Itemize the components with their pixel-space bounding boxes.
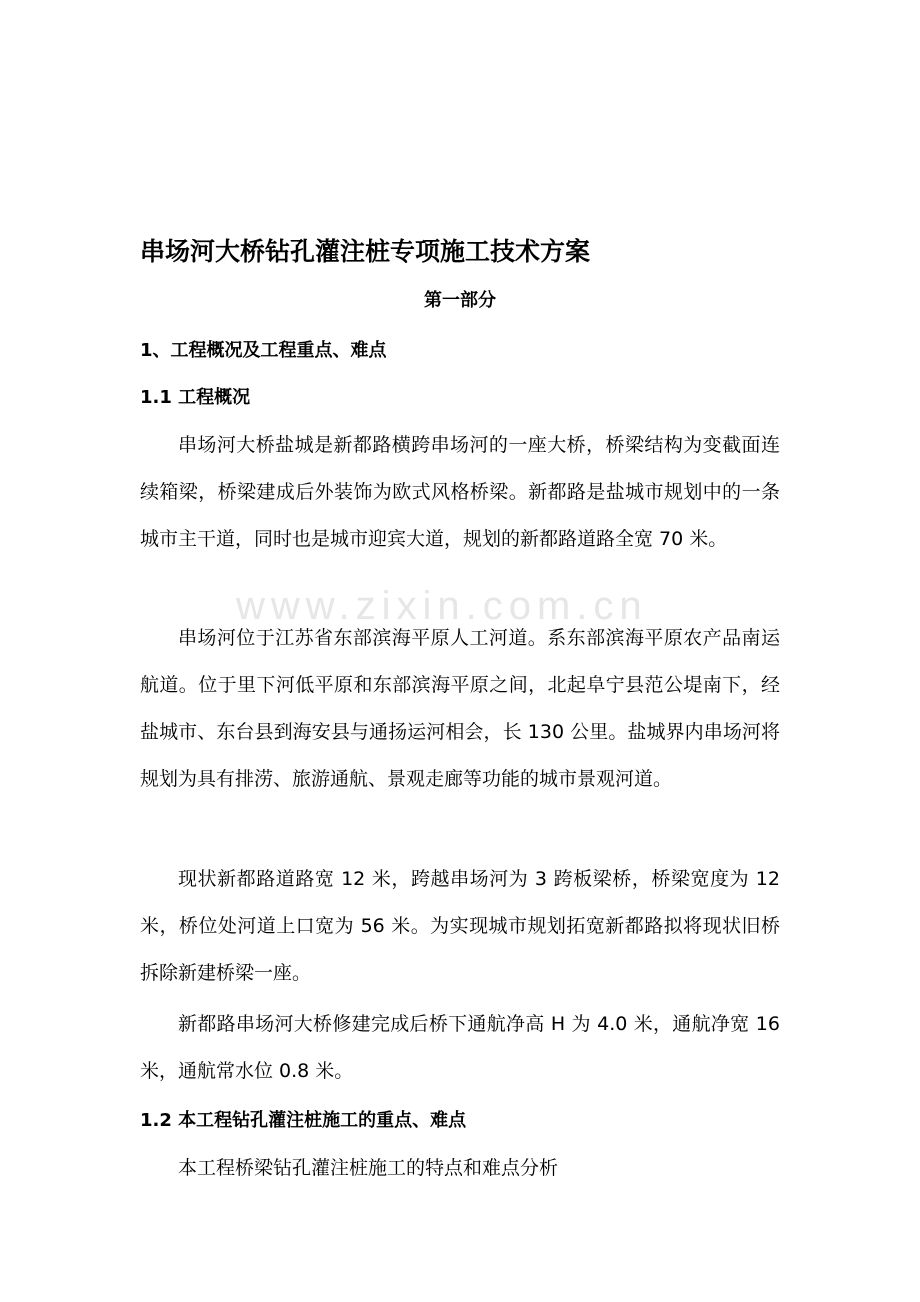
watermark: www.zixin.com.cn [236,584,648,628]
paragraph-overview-3: 现状新都路道路宽 12 米，跨越串场河为 3 跨板梁桥，桥梁宽度为 12 米，桥位处河道上口宽为 56 米。为实现城市规划拓宽新都路拟将现状旧桥拆除新建桥梁一座。 [140,868,780,984]
section-heading-1-2: 1.2 本工程钻孔灌注桩施工的重点、难点 [140,1110,467,1131]
paragraph-overview-2: 串场河位于江苏省东部滨海平原人工河道。系东部滨海平原农产品南运航道。位于里下河低平原和东部滨海平原之间，北起阜宁县范公堤南下，经盐城市、东台县到海安县与通扬运河相会，长 130 公里。盐城界内串场河将规划为具有排涝、旅游通航、景观走廊等功能的城市景观河道。 [140,627,780,790]
section-heading-1: 1、工程概况及工程重点、难点 [140,340,387,361]
part-heading: 第一部分 [424,290,496,311]
section-heading-1-1: 1.1 工程概况 [140,387,251,408]
paragraph-overview-1: 串场河大桥盐城是新都路横跨串场河的一座大桥，桥梁结构为变截面连续箱梁，桥梁建成后外装饰为欧式风格桥梁。新都路是盐城市规划中的一条城市主干道，同时也是城市迎宾大道，规划的新都路道路全宽 70 米。 [140,434,780,550]
paragraph-difficulty-intro: 本工程桥梁钻孔灌注桩施工的特点和难点分析 [178,1157,559,1179]
paragraph-overview-4: 新都路串场河大桥修建完成后桥下通航净高 H 为 4.0 米，通航净宽 16 米，通航常水位 0.8 米。 [140,1013,780,1082]
document-title: 串场河大桥钻孔灌注桩专项施工技术方案 [140,237,591,266]
